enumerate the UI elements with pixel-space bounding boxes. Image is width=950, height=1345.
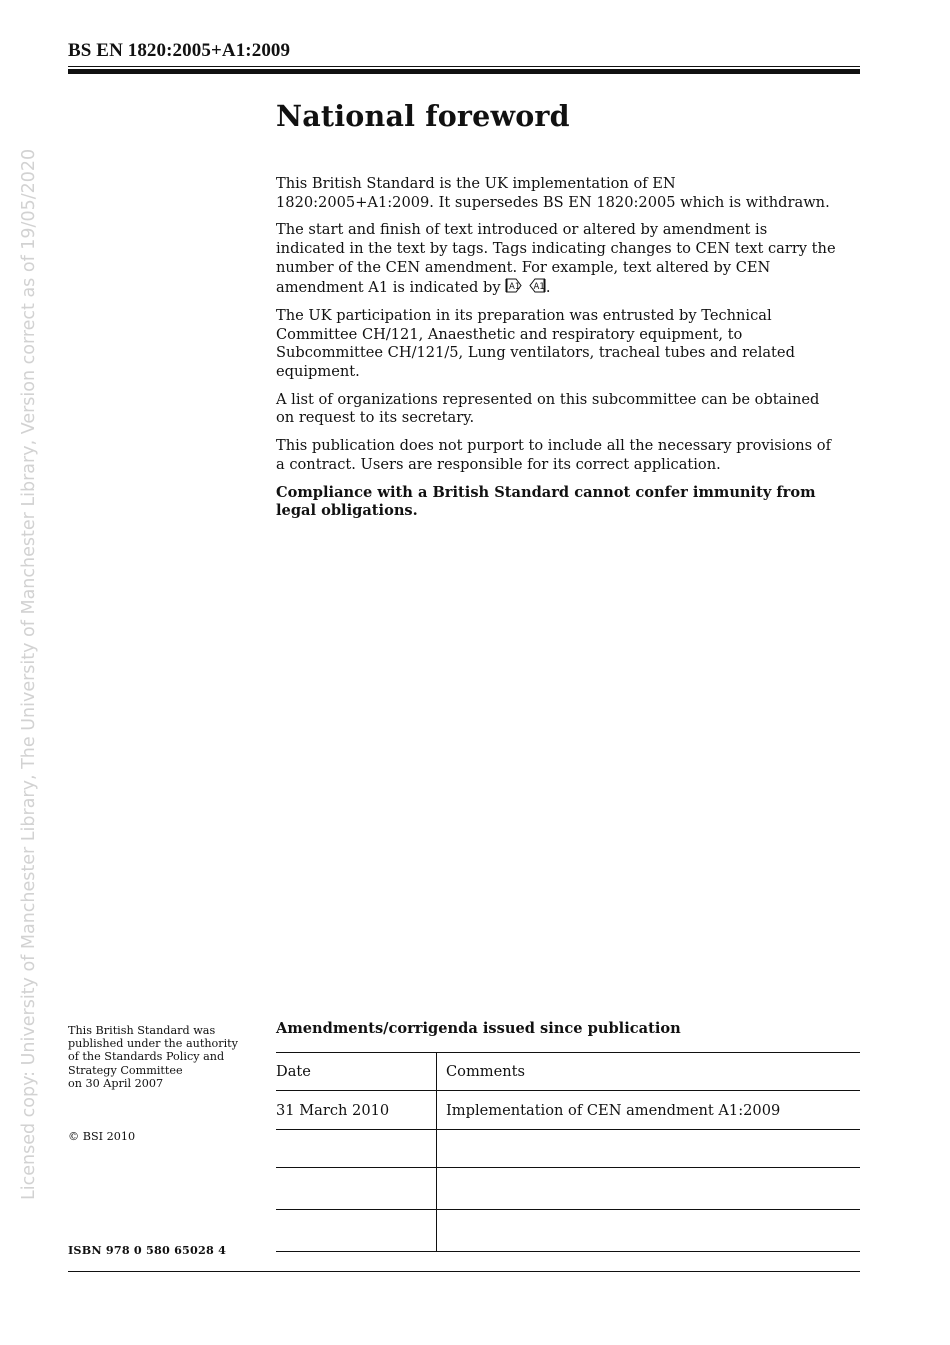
foreword-paragraph-participation: The UK participation in its preparation was entrusted by Technical Committee CH/121, Anaesthetic and respiratory equipment, to Subcommittee CH/121/5, Lung ventilators, tracheal tubes and related equipment.	[276, 307, 795, 380]
amendment-start-tag-icon	[505, 278, 523, 299]
page-title: National foreword	[276, 99, 570, 133]
foreword-paragraph-tags	[276, 221, 836, 297]
footer-rule	[68, 1271, 860, 1272]
license-watermark: Licensed copy: University of Manchester Library, The University of Manchester Library, Version correct as of 19/05/2020	[19, 148, 39, 1200]
amendment-comment-cell: Implementation of CEN amendment A1:2009	[437, 1091, 861, 1130]
table-row	[276, 1091, 860, 1130]
amendment-comment-cell	[437, 1210, 861, 1252]
header-rule-thin	[68, 66, 860, 67]
header-rule-thick	[68, 69, 860, 74]
amendments-title: Amendments/corrigenda issued since publication	[276, 1020, 681, 1037]
amendment-comment-cell	[437, 1168, 861, 1210]
amendment-date-cell	[276, 1210, 437, 1252]
end-tag-label: A1	[533, 282, 545, 293]
table-row	[276, 1168, 860, 1210]
foreword-paragraph-organizations: A list of organizations represented on this subcommittee can be obtained on request to its secretary.	[276, 390, 820, 427]
copyright-notice: © BSI 2010	[68, 1130, 136, 1143]
start-tag-label: A1	[509, 282, 521, 293]
amendment-date-cell: 31 March 2010	[276, 1091, 437, 1130]
table-header-row	[276, 1053, 860, 1091]
foreword-paragraph-contract: This publication does not purport to include all the necessary provisions of a contract. Users are responsible for its correct application.	[276, 437, 831, 473]
date-column-header: Date	[276, 1053, 437, 1091]
document-header-id: BS EN 1820:2005+A1:2009	[68, 40, 291, 61]
publication-note: This British Standard was published under the authority of the Standards Policy and Strategy Committee on 30 April 2007	[68, 1024, 238, 1090]
foreword-paragraph-implementation: This British Standard is the UK implementation of EN 1820:2005+A1:2009. It supersedes BS EN 1820:2005 which is withdrawn.	[276, 175, 830, 211]
comments-column-header: Comments	[437, 1053, 861, 1091]
amendment-date-cell	[276, 1168, 437, 1210]
table-row	[276, 1210, 860, 1252]
amendment-end-tag-icon	[528, 278, 546, 299]
foreword-body	[276, 175, 836, 530]
foreword-paragraph-compliance: Compliance with a British Standard cannot confer immunity from legal obligations.	[276, 483, 816, 520]
tags-explanation-text: The start and finish of text introduced or altered by amendment is indicated in the text by tags. Tags indicating changes to CEN text carry the number of the CEN amendment. For example, text altered by CEN amendment A1 is indicated by	[276, 221, 836, 297]
table-row	[276, 1130, 860, 1168]
tags-explanation-period: .	[545, 279, 551, 297]
amendment-comment-cell	[437, 1130, 861, 1168]
amendments-table	[276, 1052, 860, 1252]
amendment-date-cell	[276, 1130, 437, 1168]
isbn-number: ISBN 978 0 580 65028 4	[68, 1243, 227, 1257]
